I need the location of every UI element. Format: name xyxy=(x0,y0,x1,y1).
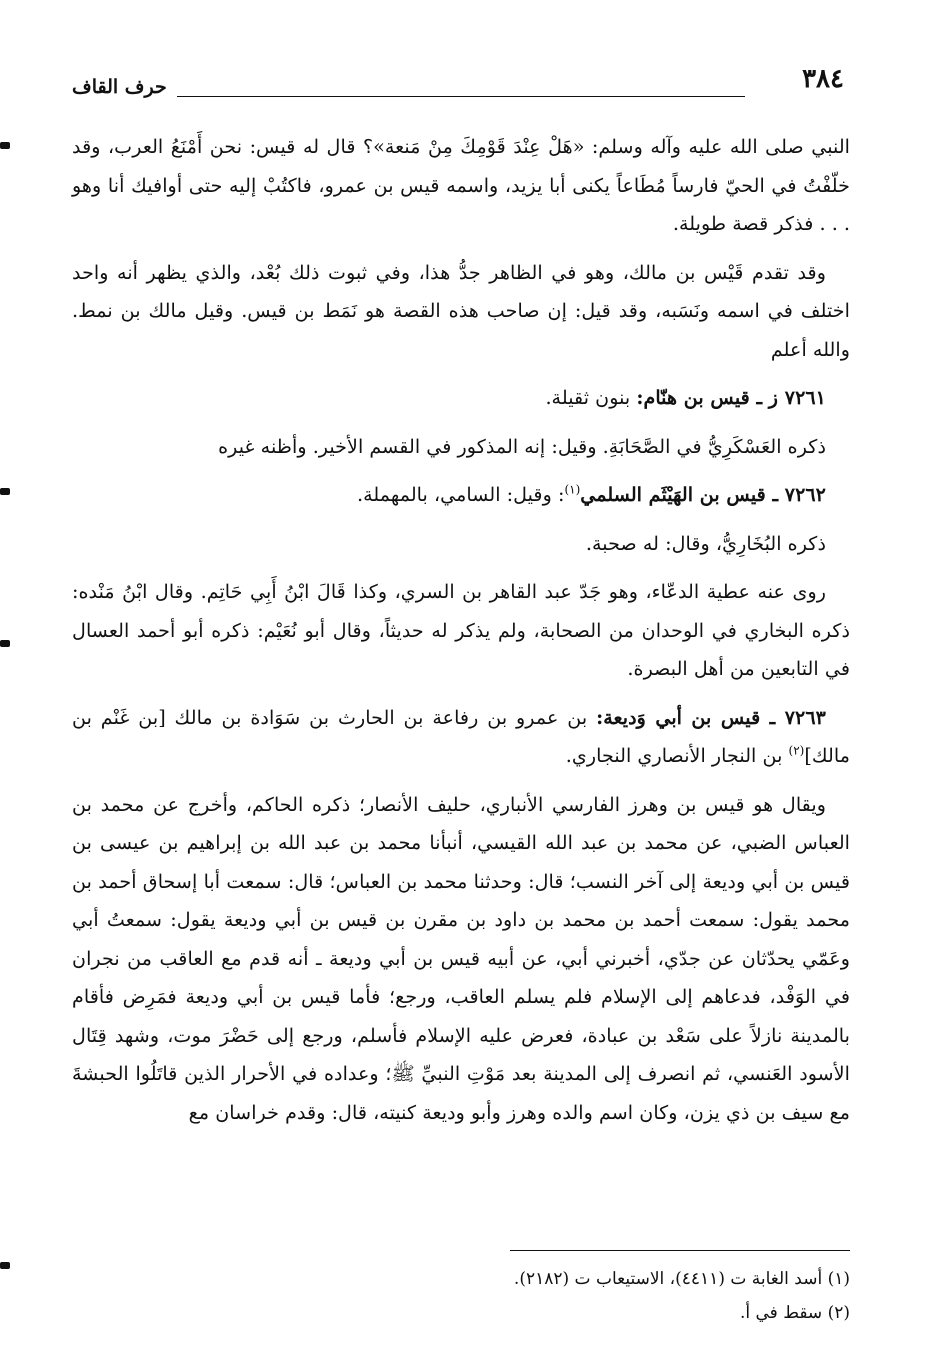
footnote: (١) أسد الغابة ت (٤٤١١)، الاستيعاب ت (٢١٨٢). xyxy=(513,1269,850,1289)
entry-text: بن عمرو بن رفاعة بن الحارث بن سَوَادة بن مالك [بن غَنْم بن مالك] xyxy=(72,705,850,767)
paragraph-text: ذكره البُخَارِيُّ، وقال: له صحبة. xyxy=(585,531,826,555)
margin-mark xyxy=(0,640,10,647)
paragraph xyxy=(72,786,850,1133)
paragraph xyxy=(72,525,850,564)
paragraph-text: النبي صلى الله عليه وآله وسلم: «هَلْ عِنْدَ قَوْمِكَ مِنْ مَنعة»؟ قال له قيس: نحن أَمْنَعُ العرب، وقد خلّفْتُ في الحيّ فارساً مُطَاعاً يكنى أبا يزيد، واسمه قيس بن عمرو، فاكتُبْ إليه حتى أوافيك أنا وهو . . . فذكر قصة طويلة. xyxy=(72,135,850,235)
header-rule xyxy=(177,96,745,97)
paragraph xyxy=(72,428,850,467)
body-text xyxy=(72,128,850,1132)
paragraph xyxy=(72,128,850,244)
paragraph-text: ذكره العَسْكَرِيُّ في الصَّحَابَةِ. وقيل: إنه المذكور في القسم الأخير. وأظنه غيره xyxy=(218,434,826,458)
paragraph-text: ويقال هو قيس بن وهرز الفارسي الأنباري، حليف الأنصار؛ ذكره الحاكم، وأخرج عن محمد بن العباس الضبي، عن محمد بن عبد الله القيسي، أنبأنا محمد بن عبد الله بن إبراهيم بن عيسى بن قيس بن أبي وديعة إلى آخر النسب؛ قال: وحدثنا محمد بن العباس؛ قال: سمعت أبا إسحاق أحمد بن محمد يقول: سمعت أحمد بن محمد بن داود بن مقرن بن قيس بن أبي وديعة يقول: سمعتُ أبي وعَمّي يحدّثان عن جدّي، أخبرني أبي، عن أبيه قيس بن أبي وديعة ـ أنه قدم مع العاقب من نجران في الوَفْد، فدعاهم إلى الإسلام فلم يسلم العاقب، ورجع؛ فأما قيس بن أبي وديعة فمَرِض فأقام بالمدينة نازلاً على سَعْد بن عبادة، فعرض عليه الإسلام فأسلم، ورجع إلى حَضْرَ موت، وشهد قِتَال الأسود العَنسي، ثم انصرف إلى المدينة بعد مَوْتِ النبيِّ ﷺ؛ وعداده في الأحرار الذين قاتَلُوا الحبشةَ مع سيف بن ذي يزن، وكان اسم والده وهرز وأبو وديعة كنيته، قال: وقدم خراسان مع xyxy=(72,792,850,1124)
entry-7261 xyxy=(72,379,850,418)
entry-text: بنون ثقيلة. xyxy=(545,386,637,409)
paragraph-text: وقد تقدم قَيْس بن مالك، وهو في الظاهر جدُّ هذا، وفي ثبوت ذلك بُعْد، والذي يظهر أنه واحد اختلف في اسمه ونَسَبه، وقد قيل: إن صاحب هذه القصة هو نَمَط بن قيس. وقيل مالك بن نمط. والله أعلم xyxy=(72,260,850,361)
footnotes xyxy=(72,1262,850,1330)
paragraph-text: روى عنه عطية الدعّاء، وهو جَدّ عبد القاهر بن السري، وكذا قَالَ ابْنُ أَبِي حَاتِم. وقال ابْنُ مَنْده: ذكره البخاري في الوحدان من الصحابة، ولم يذكر له حديثاً، وقال أبو نُعَيْم: ذكره أبو أحمد العسال في التابعين من أهل البصرة. xyxy=(72,580,850,680)
entry-7262 xyxy=(72,476,850,515)
footnote-ref: (٢) xyxy=(788,743,805,758)
margin-mark xyxy=(0,488,10,495)
running-title: حرف القاف xyxy=(72,76,167,98)
entry-heading: ٧٢٦٢ ـ قيس بن الهَيْثَم السلمي xyxy=(580,483,826,506)
paragraph xyxy=(72,573,850,689)
entry-text: : وقيل: السامي، بالمهملة. xyxy=(357,483,565,506)
entry-7263 xyxy=(72,699,850,776)
margin-mark xyxy=(0,1262,10,1269)
page-number: ٣٨٤ xyxy=(802,64,844,94)
footnote-ref: (١) xyxy=(564,482,581,497)
entry-text: بن النجار الأنصاري النجاري. xyxy=(565,744,789,767)
entry-heading: ٧٢٦٣ ـ قيس بن أبي وَديعة: xyxy=(596,705,826,729)
footnote-rule xyxy=(510,1250,850,1251)
book-page xyxy=(72,58,850,1358)
entry-heading: ٧٢٦١ ز ـ قيس بن هنّام: xyxy=(636,386,826,409)
page-header xyxy=(72,58,850,102)
footnote: (٢) سقط في أ. xyxy=(739,1303,850,1323)
margin-mark xyxy=(0,142,10,149)
paragraph xyxy=(72,254,850,370)
